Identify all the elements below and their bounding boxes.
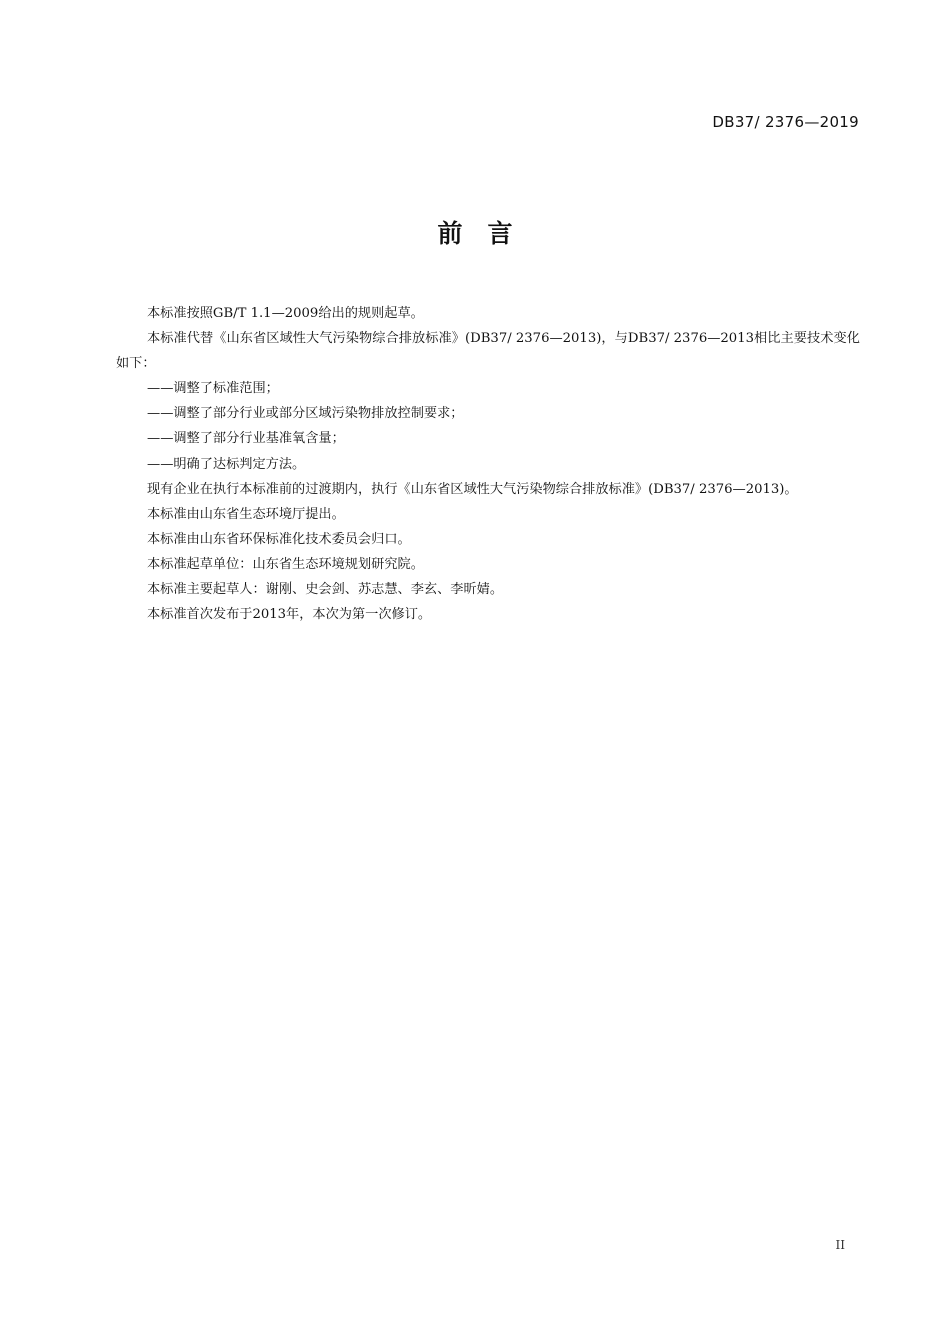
paragraph-proposer: 本标准由山东省生态环境厅提出。 xyxy=(147,506,345,522)
paragraph-centralized-by: 本标准由山东省环保标准化技术委员会归口。 xyxy=(147,531,411,547)
change-item-compliance-method: ——明确了达标判定方法。 xyxy=(147,456,306,472)
paragraph-drafting-rules: 本标准按照GB/T 1.1—2009给出的规则起草。 xyxy=(147,306,424,321)
paragraph-release-history: 本标准首次发布于2013年，本次为第一次修订。 xyxy=(147,607,432,623)
paragraph-drafting-unit: 本标准起草单位：山东省生态环境规划研究院。 xyxy=(147,556,424,572)
paragraph-transition-period: 现有企业在执行本标准前的过渡期内，执行《山东省区域性大气污染物综合排放标准》(DB37/ 2376—2013)。 xyxy=(147,481,798,497)
change-item-emission-control: ——调整了部分行业或部分区域污染物排放控制要求； xyxy=(147,406,464,422)
foreword-body xyxy=(116,301,860,627)
page-title: 前 言 xyxy=(437,219,513,248)
paragraph-replacement: 本标准代替《山东省区域性大气污染物综合排放标准》(DB37/ 2376—2013)，与DB37/ 2376—2013相比主要技术变化如下： xyxy=(116,331,860,372)
document-code: DB37/ 2376—2019 xyxy=(712,113,859,131)
paragraph-main-drafters: 本标准主要起草人：谢刚、史会剑、苏志慧、李玄、李昕婧。 xyxy=(147,582,504,598)
page-number: II xyxy=(835,1238,845,1252)
change-item-scope: ——调整了标准范围； xyxy=(147,381,279,397)
change-item-oxygen-content: ——调整了部分行业基准氧含量； xyxy=(147,431,345,447)
